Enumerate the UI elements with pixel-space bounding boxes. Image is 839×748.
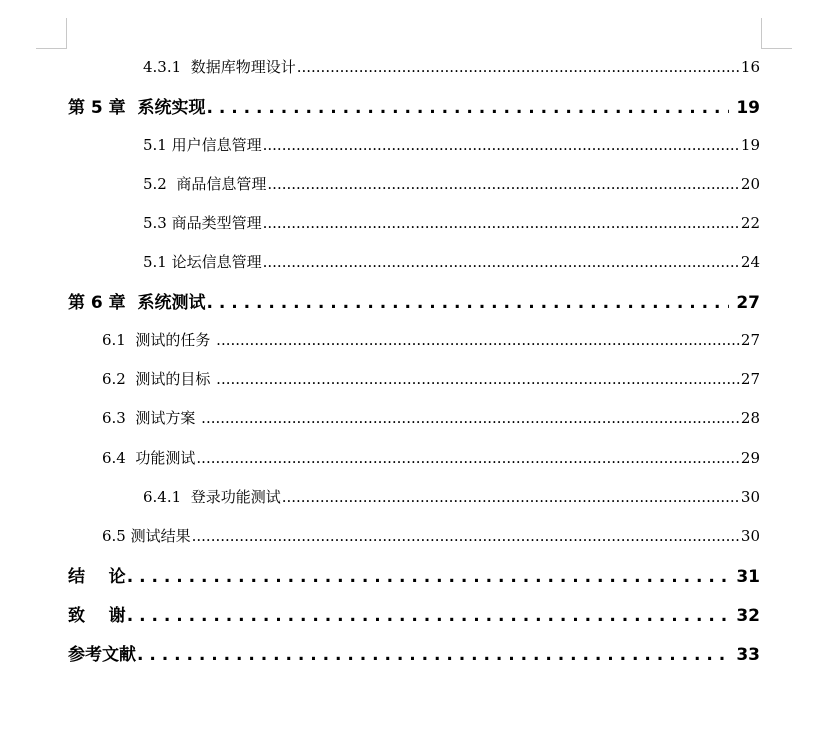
toc-dot-leader <box>267 175 740 193</box>
toc-entry[interactable] <box>0 129 839 159</box>
toc-dot-leader <box>201 409 740 427</box>
toc-entry[interactable] <box>0 403 839 433</box>
crop-mark-top-right <box>761 18 762 49</box>
toc-dot-leader <box>216 331 740 349</box>
toc-entry[interactable] <box>0 598 839 628</box>
toc-entry-content <box>68 288 760 313</box>
crop-mark-top-right <box>761 48 792 49</box>
toc-entry-content <box>68 93 760 118</box>
toc-entry-title: 6.1 测试的任务 <box>102 331 216 350</box>
toc-entry-title: 参考文献 <box>68 645 136 665</box>
toc-entry-content <box>143 212 760 233</box>
toc-dot-leader <box>137 645 729 665</box>
toc-entry-content <box>143 173 760 194</box>
toc-page-number: 31 <box>736 566 760 587</box>
toc-dot-leader <box>192 527 740 545</box>
toc-dot-leader <box>127 567 730 587</box>
toc-entry-title: 5.3 商品类型管理 <box>143 213 262 232</box>
toc-entry[interactable] <box>0 207 839 237</box>
toc-page-number: 27 <box>740 370 760 389</box>
toc-dot-leader <box>263 136 740 154</box>
crop-mark-top-left <box>66 18 67 49</box>
toc-entry[interactable] <box>0 51 839 81</box>
toc-entry-content <box>68 640 760 665</box>
toc-entry[interactable] <box>0 168 839 198</box>
toc-dot-leader <box>282 488 740 506</box>
toc-entry[interactable] <box>0 286 839 316</box>
toc-dot-leader <box>216 370 740 388</box>
toc-entry-title: 4.3.1 数据库物理设计 <box>143 57 296 76</box>
toc-dot-leader <box>196 449 740 467</box>
toc-page-number: 30 <box>740 526 760 545</box>
toc-page-number: 29 <box>740 448 760 467</box>
toc-page-number: 30 <box>740 487 760 506</box>
toc-entry-content <box>102 368 760 389</box>
toc-entry[interactable] <box>0 90 839 120</box>
toc-dot-leader <box>297 58 740 76</box>
toc-entry[interactable] <box>0 481 839 511</box>
toc-page-number: 27 <box>736 293 760 314</box>
toc-entry-title: 致 谢 <box>68 605 126 626</box>
toc-dot-leader <box>263 214 740 232</box>
toc-entry-content <box>102 525 760 546</box>
toc-page-number: 22 <box>740 213 760 232</box>
toc-entry[interactable] <box>0 325 839 355</box>
toc-dot-leader <box>263 253 740 271</box>
toc-entry-title: 6.2 测试的目标 <box>102 370 216 389</box>
toc-entry-title: 6.4 功能测试 <box>102 448 196 467</box>
toc-dot-leader <box>207 98 730 118</box>
toc-entry-content <box>68 601 760 626</box>
toc-entry-title: 6.3 测试方案 <box>102 409 201 428</box>
toc-page-number: 16 <box>740 57 760 76</box>
toc-entry[interactable] <box>0 442 839 472</box>
toc-entry-content <box>68 562 760 587</box>
toc-entry-content <box>143 56 760 77</box>
toc-page-number: 19 <box>736 97 760 118</box>
toc-entry-title: 第 6 章 系统测试 <box>68 293 206 314</box>
toc-entry-title: 5.1 论坛信息管理 <box>143 253 262 271</box>
crop-mark-top-left <box>36 48 67 49</box>
toc-entry[interactable] <box>0 638 839 668</box>
toc-page-number: 20 <box>740 174 760 193</box>
toc-entry[interactable] <box>0 247 839 277</box>
toc-entry-content <box>102 447 760 468</box>
toc-entry-title: 6.5 测试结果 <box>102 526 191 545</box>
toc-entry-title: 6.4.1 登录功能测试 <box>143 487 281 506</box>
toc-dot-leader <box>127 606 730 626</box>
toc-entry-title: 第 5 章 系统实现 <box>68 97 206 118</box>
toc-page-number: 19 <box>740 135 760 154</box>
toc-entry[interactable] <box>0 559 839 589</box>
toc-page-number: 24 <box>740 253 760 271</box>
toc-entry-title: 5.2 商品信息管理 <box>143 174 267 193</box>
toc-entry-content <box>143 134 760 155</box>
toc-page-number: 32 <box>736 605 760 626</box>
toc-entry-content <box>102 329 760 350</box>
toc-dot-leader <box>207 293 730 313</box>
toc-page-number: 27 <box>740 331 760 350</box>
toc-entry[interactable] <box>0 364 839 394</box>
toc-page-number: 28 <box>740 409 760 428</box>
toc-entry-title: 结 论 <box>68 566 126 587</box>
toc-entry-title: 5.1 用户信息管理 <box>143 135 262 154</box>
toc-page-number: 33 <box>736 645 760 665</box>
toc-entry-content <box>102 407 760 428</box>
toc-entry-content <box>143 251 760 272</box>
toc-entry[interactable] <box>0 520 839 550</box>
toc-entry-content <box>143 486 760 507</box>
